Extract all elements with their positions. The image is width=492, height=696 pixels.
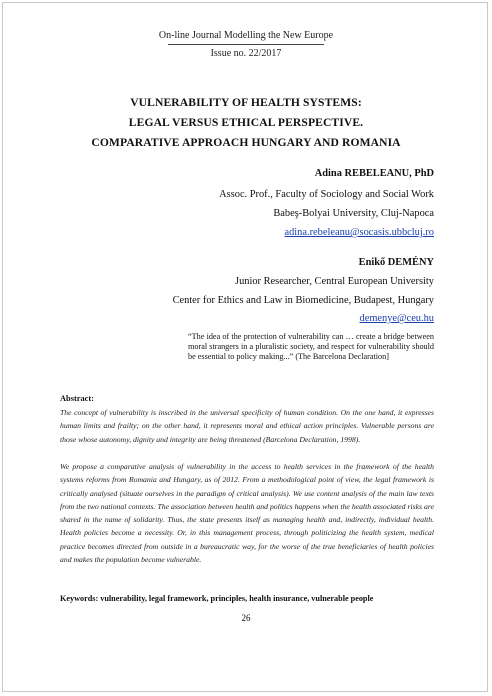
journal-name: On-line Journal Modelling the New Europe — [158, 30, 334, 41]
abstract-heading: Abstract: — [60, 394, 94, 403]
issue-number: Issue no. 22/2017 — [210, 48, 282, 59]
abstract-paragraph-1: The concept of vulnerability is inscribed in the universal specificity of human condition. On the one hand, it expresses human limits and frailty; on the other hand, it represents moral and ethical action principles. Vulnerable persons are those whose autonomy, dignity and integrity are being threatened (Barcelona Declaration, 1998). — [60, 408, 434, 444]
author-1-name: Adina REBELEANU, PhD — [314, 168, 434, 179]
page-number: 26 — [241, 613, 251, 623]
author-2-affiliation: Center for Ethics and Law in Biomedicine, Budapest, Hungary — [172, 295, 434, 306]
paper-title-line-3: COMPARATIVE APPROACH HUNGARY AND ROMANIA — [91, 136, 401, 149]
author-2-name: Enikő DEMÉNY — [358, 257, 434, 268]
author-2-position: Junior Researcher, Central European University — [235, 276, 434, 287]
paper-title-line-1: VULNERABILITY OF HEALTH SYSTEMS: — [130, 96, 362, 109]
keywords-line: Keywords: vulnerability, legal framework, principles, health insurance, vulnerable people — [60, 594, 374, 603]
epigraph-quote: “The idea of the protection of vulnerability can … create a bridge between moral strangers in a pluralistic society, and respect for vulnerability should be essential to policy making...” (The Barcelona Declaration] — [188, 332, 434, 361]
author-1-email-link[interactable]: adina.rebeleanu@socasis.ubbcluj.ro — [284, 227, 434, 238]
paper-title-line-2: LEGAL VERSUS ETHICAL PERSPECTIVE. — [128, 116, 364, 129]
author-2-email-link[interactable]: demenye@ceu.hu — [359, 313, 434, 324]
abstract-paragraph-2: We propose a comparative analysis of vulnerability in the access to health services in the framework of the health systems reforms from Romania and Hungary, as of 2012. From a methodological point of view, the legal framework is critically analysed (situate ourselves in the paradigm of critical analysis). We use content analysis of the main law texts from the two national contexts. The association between health and politics happens when the health associated risks are shared in the name of solidarity. Thus, the state presents itself as managing health and, indirectly, individual health. Health policies become a necessity. Or, in this management process, through politicizing the health system, medical practice becomes directed from outside in a bureaucratic way, for the worse of the true beneficiaries of health policies and makes the population become vulnerable. — [60, 462, 434, 565]
author-1-position: Assoc. Prof., Faculty of Sociology and Social Work — [219, 189, 434, 200]
author-1-affiliation: Babeş-Bolyai University, Cluj-Napoca — [273, 208, 434, 219]
header-divider — [168, 44, 324, 45]
